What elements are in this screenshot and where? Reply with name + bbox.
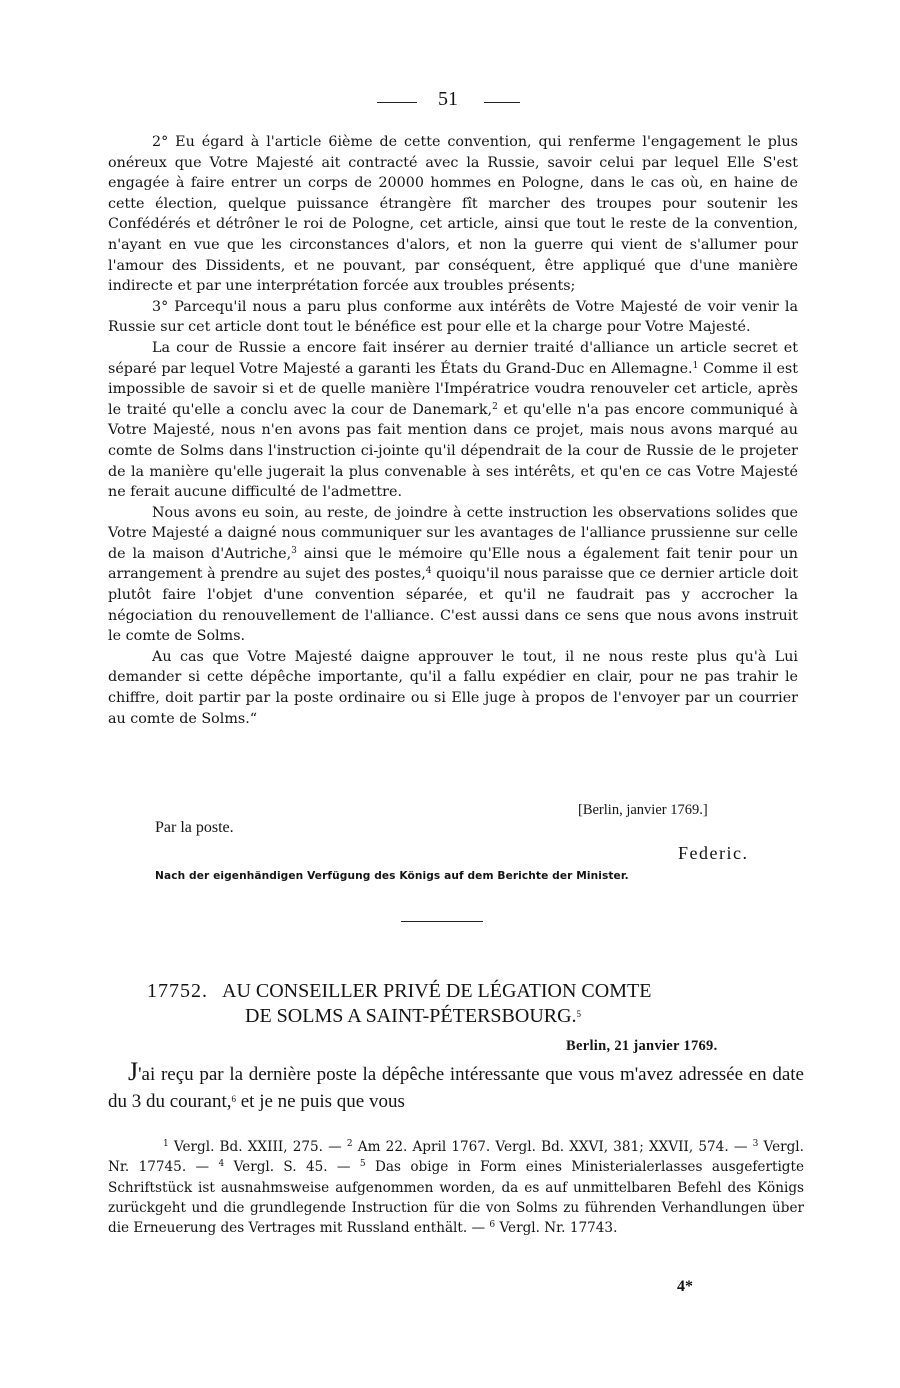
paragraph-cour-de-russie: La cour de Russie a encore fait insérer au dernier traité d'alliance un article secret et séparé par lequel Votre Majesté a garanti les États du Grand-Duc en Allemagne.$^1$ Comme il est impossible de savoir si et de quelle manière l'Impératrice voudra renouveler cet article, après le traité qu'elle a conclu avec la cour de Danemark,$^2$ et qu'elle n'a pas encore communiqué à Votre Majesté, nous n'en avons pas fait mention dans ce projet, mais nous avons marqué au comte de Solms dans l'instruction ci-jointe qu'il dépendrait de la cour de Russie de le projeter de la manière qu'elle jugerait la plus convenable à ses intérêts, et qu'en ce cas Votre Majesté ne ferait aucune difficulté de l'admettre.	[108, 339, 798, 501]
document-heading	[147, 979, 787, 1029]
footnote-ref-6: 6	[231, 1094, 236, 1104]
footnote-ref-5: 5	[576, 1009, 582, 1019]
document-number: 17752.	[147, 980, 208, 1002]
letter-opening: J'ai reçu par la dernière poste la dépêche intéressante que vous m'avez adressée en date du 3 du courant,$^6$ et je ne puis que vous	[108, 1057, 804, 1112]
page-number: 51	[438, 88, 458, 110]
editor-note: Nach der eigenhändigen Verfügung des Königs auf dem Berichte der Minister.	[155, 870, 629, 882]
paragraph-nous-avons-eu-soin: Nous avons eu soin, au reste, de joindre à cette instruction les observations solides que Votre Majesté a daigné nous communiquer sur les avantages de l'alliance prussienne sur celle de la maison d'Autriche,$^3$ ainsi que le mémoire qu'Elle nous a également fait tenir pour un arrangement à prendre au sujet des postes,$^4$ quoiqu'il nous paraisse que ce dernier article doit plutôt faire l'objet d'une convention séparée, et qu'il ne faudrait pas y accrocher la négociation du renouvellement de l'alliance. C'est aussi dans ce sens que nous avons instruit le comte de Solms.	[108, 504, 798, 645]
signature: Federic.	[678, 843, 749, 863]
paragraph-article-6: 2° Eu égard à l'article 6ième de cette convention, qui renferme l'engagement le plus onéreux que Votre Majesté ait contracté avec la Russie, savoir celui par lequel Elle S'est engagée à faire entrer un corps de 20000 hommes en Pologne, dans le cas où, en haine de cette élection, quelque puissance étrangère fît marcher des troupes pour soutenir les Confédérés et détrôner le roi de Pologne, cet article, ainsi que tout le reste de la convention, n'ayant en vue que les circonstances d'alors, et non la guerre qui vient de s'allumer pour l'amour des Dissidents, et ne pouvant, par conséquent, être appliqué que d'une manière indirecte et par une interprétation forcée aux troubles présents;	[108, 134, 798, 295]
footnote-ref-3: 3	[291, 545, 297, 556]
paragraph-parcequ: 3° Parcequ'il nous a paru plus conforme aux intérêts de Votre Majesté de voir venir la Russie sur cet article dont tout le bénéfice est pour elle et la charge pour Votre Majesté.	[108, 298, 798, 336]
delivery-note: Par la poste.	[155, 819, 234, 836]
heading-line-1: AU CONSEILLER PRIVÉ DE LÉGATION COMTE	[222, 980, 652, 1002]
footnote-ref-4: 4	[425, 566, 432, 577]
dateline-2: Berlin, 21 janvier 1769.	[566, 1038, 718, 1054]
drop-cap: J	[128, 1057, 139, 1086]
footnotes: $^1$ Vergl. Bd. XXIII, 275. — $^2$ Am 22. April 1767. Vergl. Bd. XXVI, 381; XXVII, 574. — $^3$ Vergl. Nr. 17745. — $^4$ Vergl. S. 45. — $^5$ Das obige in Form eines Ministerialerlasses ausgefertigte Schriftstück ist ausnahmsweise aufgenommen worden, da es auf unmittelbaren Befehl des Königs zurückgeht und die grundlegende Instruction für die von Solms zu führenden Verhandlungen über die Erneuerung des Vertrages mit Russland enthält. — $^6$ Vergl. Nr. 17743.	[108, 1139, 804, 1237]
footnote-ref-1: 1	[692, 360, 699, 371]
heading-line-2: DE SOLMS A SAINT-PÉTERSBOURG.	[245, 1005, 577, 1027]
signature-mark: 4*	[677, 1278, 693, 1295]
header-rule-left	[377, 102, 417, 103]
page-header	[0, 88, 900, 118]
body-text	[108, 132, 798, 729]
dateline-1: [Berlin, janvier 1769.]	[578, 802, 708, 818]
section-separator	[401, 921, 483, 922]
header-rule-right	[484, 102, 520, 103]
footnote-ref-2: 2	[492, 401, 498, 412]
paragraph-au-cas-que: Au cas que Votre Majesté daigne approuver le tout, il ne nous reste plus qu'à Lui demander si cette dépêche importante, qu'il a fallu expédier en clair, pour ne pas trahir le chiffre, doit partir par la poste ordinaire ou si Elle juge à propos de l'envoyer par un courrier au comte de Solms.“	[108, 648, 798, 727]
